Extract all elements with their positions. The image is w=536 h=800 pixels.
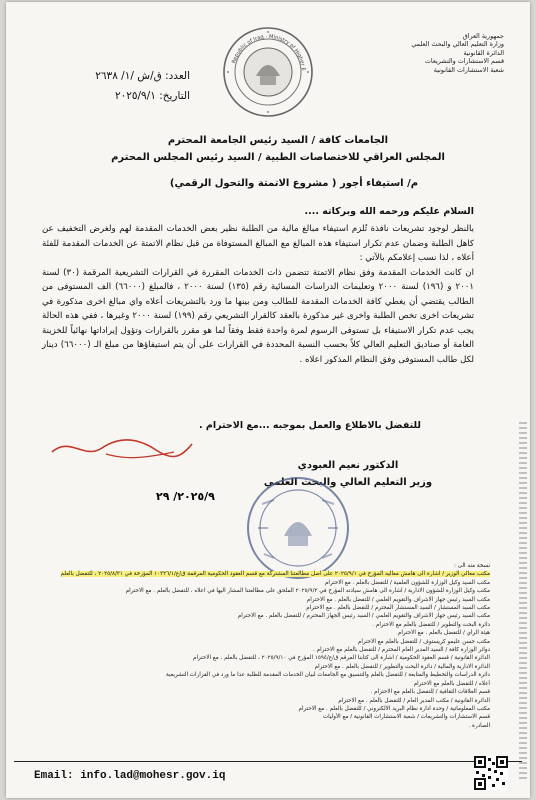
cc-item: مكتب السيد المستشار / السيد المستشار المحترم / للتفضل بالعلم . مع الاحترام	[306, 605, 490, 612]
scan-edge-strip	[519, 422, 527, 782]
cc-item: دوائر الوزارة كافة / السيد المدير العام المحترم / للتفضل بالعلم مع الاحترام .	[313, 647, 490, 654]
addressee-council: المجلس العراقي للاختصاصات الطبية / السيد رئيس المجلس المحترم	[111, 152, 445, 163]
cc-item: مكتب السيد رئيس جهاز الاشراف والتقويم العلمي / السيد رئيس الجهاز المحترم / للتفضل بالعلم . مع الاحترام	[237, 613, 490, 620]
ministry-logo	[220, 24, 316, 120]
ministry-line: قسم الاستشارات والتشريعات	[424, 57, 504, 66]
cc-item: دائرة الدراسات والتخطيط والمتابعة / للتفضل بالعلم والتنسيق مع الجامعات لبيان الخدمات المقدمة للطلبة عدا ما ورد في القرارات التشريعية	[166, 672, 490, 679]
cc-item: مكتب السيد وكيل الوزارة للشؤون العلمية / للتفضل بالعلم . مع الاحترام	[324, 579, 490, 586]
cc-item: الدائرة القانونية / قسم العقود الحكومية / اشارة الى كتابنا المرقم ق/ع/١٥٩٤ المؤرخ في ٢٠٢٥/٩/١٠ ، للتفضل بالعلم . مع الاحترام	[193, 655, 490, 662]
reference-number: العدد: ق/ش /١/ ٢٦٣٨	[95, 70, 190, 82]
cc-item: الدائرة القانونية / مكتب المدير العام / للتفضل بالعلم . مع الاحترام	[338, 697, 490, 704]
qr-code-icon	[474, 756, 508, 790]
footer-email: Email: info.lad@mohesr.gov.iq	[34, 770, 226, 782]
ministry-header	[354, 32, 504, 74]
body-paragraph: ان كانت الخدمات المقدمة وفق نظام الاتمتة تتضمن ذات الخدمات المقررة في القرارات التشريعية المرقمة (٣٠) لسنة ٢٠٠١ و (١٩٦) لسنة ٢٠٠٠ وتعليمات الدراسات المسائية رقم (١٣٥) لسنة ٢٠٠٠ ، فالمبلغ (٦٦٠٠٠) الف المستوفى من الطالب يقتضي أن يغطي كافة الخدمات المقدمة للطالب ومن بينها ما ورد بالتشريعات أعلاه واي مبالغ اخرى مذكورة في تشريعات اخرى تخص الطلبة واخرى غير مذكورة بالعقد كالقرار التشريعي رقم (١٩٩) لسنة ٢٠٠٠ وغيرها ، ففي هذه الحالة يجب عدم تكرار الاستيفاء بل تستوفى الرسوم لمرة واحدة فقط وفقاً لما هو مقرر بالقرارات وتؤول إيراداتها نهائياً للخزينة العامة أو صناديق التعليم العالي كلاً بحسب النسبة المحددة في القرارات على أن يتم استيفاؤها من مبلغ الـ (٦٦٠٠٠) دينار لكل طالب المستوفى وفق النظام المذكور اعلاه .	[42, 267, 475, 365]
logo-text: Republic of Iraq · Ministry of Higher E	[231, 33, 307, 72]
cc-item: قسم الاستشارات والتشريعات / شعبة الاستشارات القانونية / مع الأوليات	[322, 714, 490, 721]
cc-item	[52, 570, 490, 578]
signatory-title: وزير التعليم العالي والبحث العلمي	[263, 477, 433, 488]
subject-line: م/ استيفاء أجور ( مشروع الاتمتة والتحول الرقمي)	[169, 178, 419, 189]
signature-date: ٢٠٢٥/٩/ ٢٩	[156, 490, 215, 503]
cc-item: مكتب المعلوماتية / وحدة ادارة نظام البريد الالكتروني / للتفضل بالعلم . مع الاحترام	[298, 705, 490, 712]
greeting: السلام عليكم ورحمه الله وبركاته ....	[304, 206, 474, 217]
document-date: التاريخ: ٢٠٢٥/٩/١	[114, 90, 190, 102]
cc-item: مكتب وكيل الوزارة للشؤون الادارية / اشارة الى هامش سيادته المؤرخ في ٢٠٢٥/٩/٢ الملحق على مطالعتنا المشار اليها في اعلاه ، للتفضل بالعلم . مع الاحترام	[125, 588, 490, 595]
cc-item: مكتب السيد رئيس جهاز الاشراف والتقويم العلمي / للتفضل بالعلم . مع الاحترام	[306, 596, 490, 603]
cc-item: أعلاه / للتفضل بالعلم مع الاحترام	[413, 680, 490, 687]
ministry-line: وزارة التعليم العالي والبحث العلمي	[411, 40, 504, 49]
cc-item: قسم العلاقات الثقافية / للتفضل بالعلم مع الاحترام .	[370, 689, 490, 696]
cc-item: نسخة منه الى :	[454, 563, 490, 569]
addressees	[68, 132, 488, 166]
addressee-universities: الجامعات كافة / السيد رئيس الجامعة المحترم	[167, 135, 389, 146]
cc-list	[52, 562, 490, 730]
closing-line: للتفضل بالاطلاع والعمل بموجبه ...مع الاحترام .	[198, 420, 421, 431]
footer	[14, 761, 522, 792]
reference-block	[70, 66, 190, 106]
cc-item: الصادرة .	[468, 722, 490, 729]
ministry-line: جمهورية العراق	[462, 32, 504, 40]
signatory-name: الدكتور نعيم العبودي	[297, 460, 399, 471]
handwritten-signature	[46, 430, 196, 468]
ministry-line: الدائرة القانونية	[463, 48, 504, 57]
ministry-line: شعبة الاستشارات القانونية	[433, 65, 504, 74]
body-paragraph: بالنظر لوجود تشريعات نافذة تُلزم استيفاء مبالغ مالية من الطلبة نظير بعض الخدمات المقدمة لهم ولغرض التخفيف عن كاهل الطلبة وضمان عدم تكرار استيفاء هذه المبالغ مع المبالغ المستوفاة من قبل نظام الاتمتة عن الخدمات المقدمة للفئة أعلاه ، لذا نسب إعلامكم بالآتي :	[42, 224, 474, 263]
document-page	[6, 2, 530, 798]
cc-item: دائرة البحث والتطوير / للتفضل بالعلم مع الاحترام .	[372, 621, 490, 628]
letter-body	[42, 222, 474, 367]
cc-item: مكتب حسن عليمو كريستوف / للتفضل بالعلم مع الاحترام	[357, 638, 490, 645]
cc-item: الدائرة الادارية والمالية / دائرة البحث والتطوير / للتفضل بالعلم . مع الاحترام	[314, 663, 490, 670]
cc-item-highlight: مكتب معالي الوزير / اشارة الى هامش معاليه المؤرخ في ٢٠٢٥/٩/١ على اصل مطالعتنا المشتركة مع قسم العقود الحكومية المرقمة ق/ع/١٠٣٢٦/١ المؤرخة في ٢٠٢٥/٨/٣١ ، للتفضل بالعلم	[60, 571, 490, 578]
cc-item: هيئة الرأي / للتفضل بالعلم . مع الاحترام	[397, 630, 490, 637]
